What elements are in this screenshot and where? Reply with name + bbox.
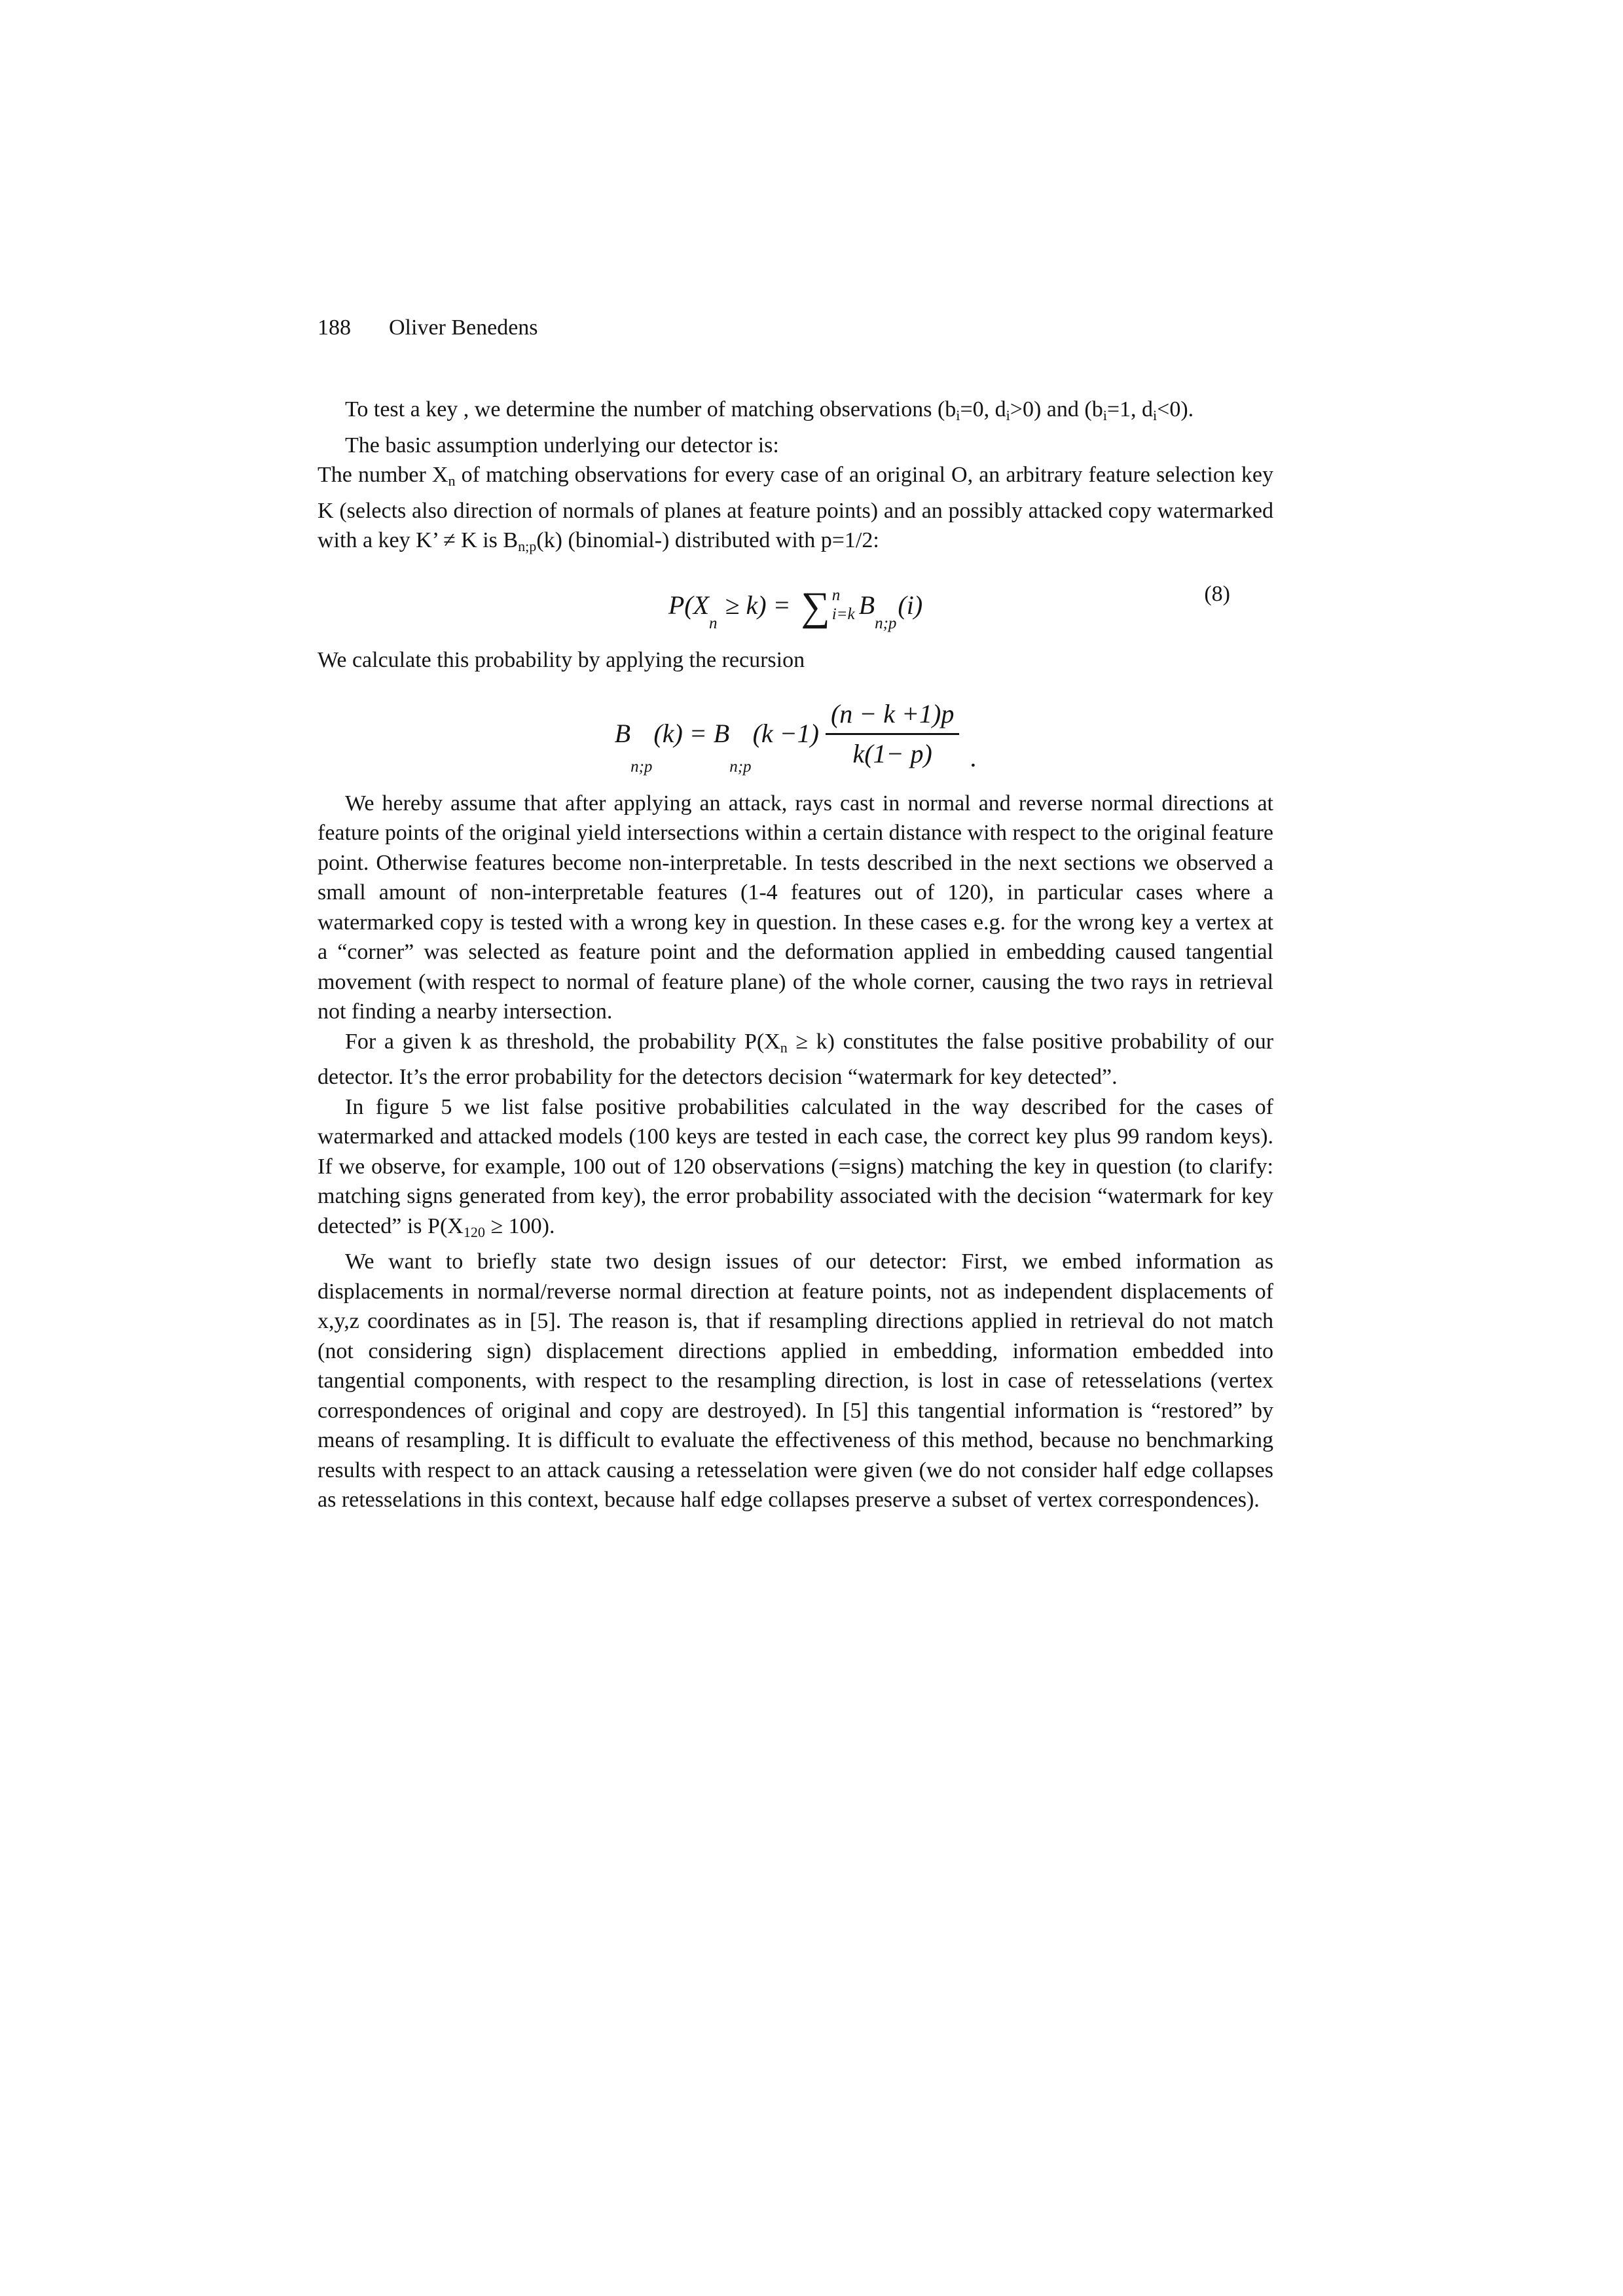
eq8-rhs-subscript: n;p <box>875 615 897 633</box>
text-run: b <box>945 397 957 422</box>
summation-icon: ∑ <box>801 584 830 630</box>
page-number: 188 <box>318 315 351 340</box>
eq8-rhs-argument: (i) <box>898 590 923 620</box>
equation-period: . <box>970 742 977 772</box>
running-head-author: Oliver Benedens <box>389 315 538 340</box>
text-run: =1/2: <box>831 528 879 553</box>
text-run: The number <box>318 463 432 488</box>
text-run: The basic assumption underlying our detector is: <box>345 433 779 457</box>
text-block <box>318 313 1273 1515</box>
text-run: i <box>1103 407 1107 424</box>
recursion-rhs-argument: (k −1) <box>752 719 819 749</box>
text-run: >0) and ( <box>1010 397 1092 422</box>
text-run: ≥ k) <box>787 1029 835 1054</box>
fraction-numerator: (n − k +1)p <box>826 699 959 735</box>
text-run: =0, <box>960 397 995 422</box>
eq8-rhs: B <box>858 590 875 620</box>
text-run: We hereby assume that after applying an attack, rays cast in normal and reverse normal directions at feature points of the original yield intersections within a certain distance with respect to the original feature point. Otherwise features become non-interpretable. In tests described in the next sections we observed a small amount of non-interpretable features (1-4 features out of 120), in particular cases where a watermarked copy is tested with a wrong key in question. In these cases e.g. for the wrong key a vertex at a “corner” was selected as feature point and the deformation applied in embedding caused tangential movement (with respect to normal of feature plane) of the whole corner, causing the two rays in retrieval not finding a nearby intersection. <box>318 791 1273 1024</box>
fraction-denominator: k(1− p) <box>852 738 932 768</box>
text-run: K <box>461 528 477 553</box>
text-run: (selects also direction of normals of planes at feature points) and an possibly attacked copy watermarked with a key <box>318 498 1273 553</box>
recursion-lhs-subscript: n;p <box>630 757 653 776</box>
text-run: O <box>951 463 968 488</box>
text-run: , an arbitrary feature selection key <box>967 463 1274 488</box>
text-run: n <box>780 1039 788 1056</box>
eq8-relation: ≥ k) = <box>718 590 797 620</box>
text-run: n;p <box>518 538 537 555</box>
text-run: i <box>1006 407 1010 424</box>
text-run: 120 <box>463 1223 485 1240</box>
text-run: P(X <box>428 1213 464 1238</box>
text-run: B <box>503 528 519 553</box>
recursion-rhs-subscript: n;p <box>729 757 752 776</box>
paragraph-figure5 <box>318 1092 1273 1247</box>
text-run: d <box>1142 397 1154 422</box>
text-run: i <box>1153 407 1158 424</box>
text-run: is <box>477 528 503 553</box>
text-run: n <box>448 473 456 490</box>
text-run: X <box>431 463 448 488</box>
text-run: (binomial-) distributed with <box>562 528 821 553</box>
text-run: K’ <box>416 528 438 553</box>
recursion-lhs: B <box>614 719 631 749</box>
summation-limits <box>832 586 855 624</box>
paragraph-basic-assumption <box>318 431 1273 461</box>
equation-8 <box>318 582 1273 633</box>
summation-lower-limit: i=k <box>831 605 855 624</box>
text-run: k <box>460 1029 471 1054</box>
running-header <box>318 313 1273 342</box>
text-run: We want to briefly state two design issues of our detector: First, we embed information as displacements in normal/reverse normal direction at feature points, not as independent displacements of x,y,z coordinates as in [5]. The reason is, that if resampling directions applied in retrieval do not match (not considering sign) displacement directions applied in embedding, information embedded into tangential components, with respect to the resampling direction, is lost in case of retesselations (vertex correspondences of original and copy are destroyed). In [5] this tangential information is “restored” by means of resampling. It is difficult to evaluate the effectiveness of this method, because no benchmarking results with respect to an attack causing a retesselation were given (we do not consider half edge collapses as retesselations in this context, because half edge collapses preserve a subset of vertex correspondences). <box>318 1249 1273 1513</box>
text-run: To test a key , we determine the number of matching observations ( <box>345 397 945 422</box>
eq8-lhs-subscript: n <box>709 615 718 633</box>
recursion-mid: (k) = B <box>653 719 730 749</box>
text-run: <0). <box>1157 397 1194 422</box>
text-run: of matching observations for every case of an original <box>455 463 952 488</box>
equation-number: (8) <box>1204 582 1230 607</box>
paragraph-attack-assumption <box>318 789 1273 1027</box>
fraction <box>826 699 959 769</box>
paragraph-detector-assumption <box>318 460 1273 562</box>
text-run: In figure 5 we list false positive probabilities calculated in the way described for the cases of watermarked and attacked models (100 keys are tested in each case, the correct key plus 99 random keys). If we observe, for example, 100 out of 120 observations (=signs) matching the key in question (to clarify: matching signs generated from key), the error probability associated with the decision “watermark for key detected” is <box>318 1094 1273 1238</box>
paragraph-design-issues <box>318 1247 1273 1515</box>
paragraph-key-test <box>318 395 1273 431</box>
text-run: ≠ <box>437 528 462 553</box>
text-run: d <box>994 397 1006 422</box>
text-run: We calculate this probability by applying the recursion <box>318 648 805 673</box>
text-run: b <box>1091 397 1103 422</box>
text-run: P(X <box>744 1029 780 1054</box>
text-run: constitutes the false positive probability of our detector. It’s the error probability for the detectors decision “watermark for key detected”. <box>318 1029 1274 1090</box>
paragraph-recursion-intro <box>318 645 1273 675</box>
text-run: ≥ 100) <box>484 1213 549 1238</box>
text-run: . <box>549 1213 555 1238</box>
text-run: i <box>956 407 960 424</box>
text-run: For a given <box>345 1029 460 1054</box>
text-run: =1, <box>1106 397 1142 422</box>
text-run: p <box>820 528 832 553</box>
text-run: (k) <box>536 528 562 553</box>
equation-recursion <box>318 698 1273 776</box>
text-run: as threshold, the probability <box>471 1029 744 1054</box>
text-run: K <box>318 498 334 523</box>
summation-upper-limit: n <box>831 586 841 605</box>
eq8-lhs: P(X <box>668 590 709 620</box>
paragraph-false-positive <box>318 1027 1273 1092</box>
